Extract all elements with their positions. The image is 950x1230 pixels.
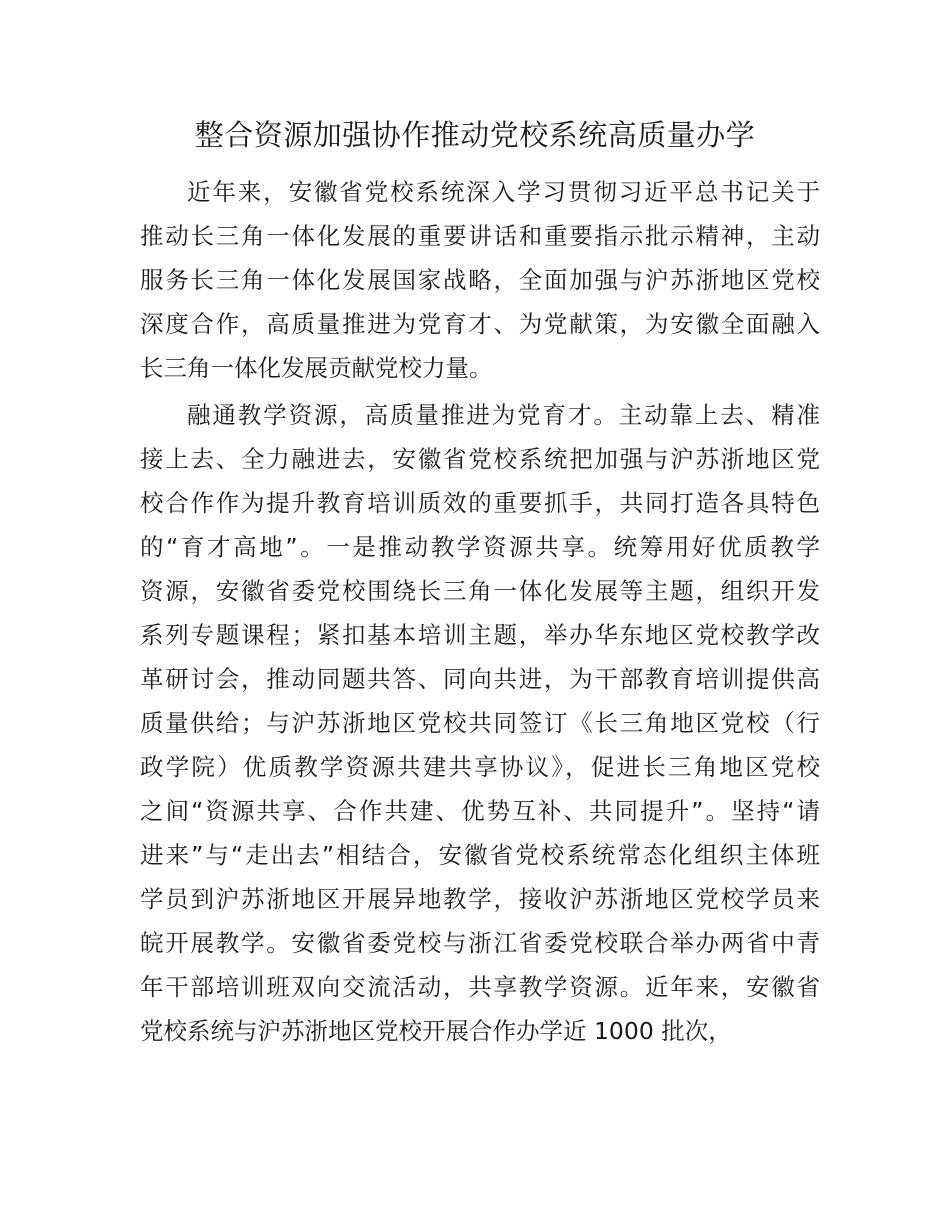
paragraph-line: 政学院）优质教学资源共建共享协议》，促进长三角地区党校 bbox=[140, 753, 820, 781]
paragraph-line: 深度合作，高质量推进为党育才、为党献策，为安徽全面融入 bbox=[140, 310, 820, 338]
paragraph-line: 资源，安徽省委党校围绕长三角一体化发展等主题，组织开发 bbox=[140, 577, 820, 605]
paragraph-teaching-resources bbox=[140, 393, 820, 1053]
paragraph-line: 党校系统与沪苏浙地区党校开展合作办学近 1000 批次， bbox=[140, 1017, 732, 1045]
paragraph-line: 的“育才高地”。一是推动教学资源共享。统筹用好优质教学 bbox=[140, 533, 820, 561]
paragraph-line: 接上去、全力融进去，安徽省党校系统把加强与沪苏浙地区党 bbox=[140, 445, 820, 473]
paragraph-line: 皖开展教学。安徽省委党校与浙江省委党校联合举办两省中青 bbox=[140, 929, 820, 957]
paragraph-line: 质量供给；与沪苏浙地区党校共同签订《长三角地区党校（行 bbox=[140, 709, 820, 737]
paragraph-line: 长三角一体化发展贡献党校力量。 bbox=[140, 354, 493, 382]
paragraph-line: 年干部培训班双向交流活动，共享教学资源。近年来，安徽省 bbox=[140, 973, 820, 1001]
paragraph-line: 近年来，安徽省党校系统深入学习贯彻习近平总书记关于 bbox=[187, 178, 820, 206]
paragraph-intro bbox=[140, 170, 820, 390]
paragraph-line: 服务长三角一体化发展国家战略，全面加强与沪苏浙地区党校 bbox=[140, 266, 820, 294]
paragraph-line: 推动长三角一体化发展的重要讲话和重要指示批示精神，主动 bbox=[140, 222, 820, 250]
paragraph-line: 之间“资源共享、合作共建、优势互补、共同提升”。坚持“请 bbox=[140, 797, 820, 825]
paragraph-line: 系列专题课程；紧扣基本培训主题，举办华东地区党校教学改 bbox=[140, 621, 820, 649]
paragraph-line: 融通教学资源，高质量推进为党育才。主动靠上去、精准 bbox=[187, 401, 820, 429]
paragraph-line: 进来”与“走出去”相结合，安徽省党校系统常态化组织主体班 bbox=[140, 841, 820, 869]
paragraph-line: 学员到沪苏浙地区开展异地教学，接收沪苏浙地区党校学员来 bbox=[140, 885, 820, 913]
paragraph-line: 革研讨会，推动同题共答、同向共进，为干部教育培训提供高 bbox=[140, 665, 820, 693]
paragraph-line: 校合作作为提升教育培训质效的重要抓手，共同打造各具特色 bbox=[140, 489, 820, 517]
document-title: 整合资源加强协作推动党校系统高质量办学 bbox=[194, 118, 756, 152]
